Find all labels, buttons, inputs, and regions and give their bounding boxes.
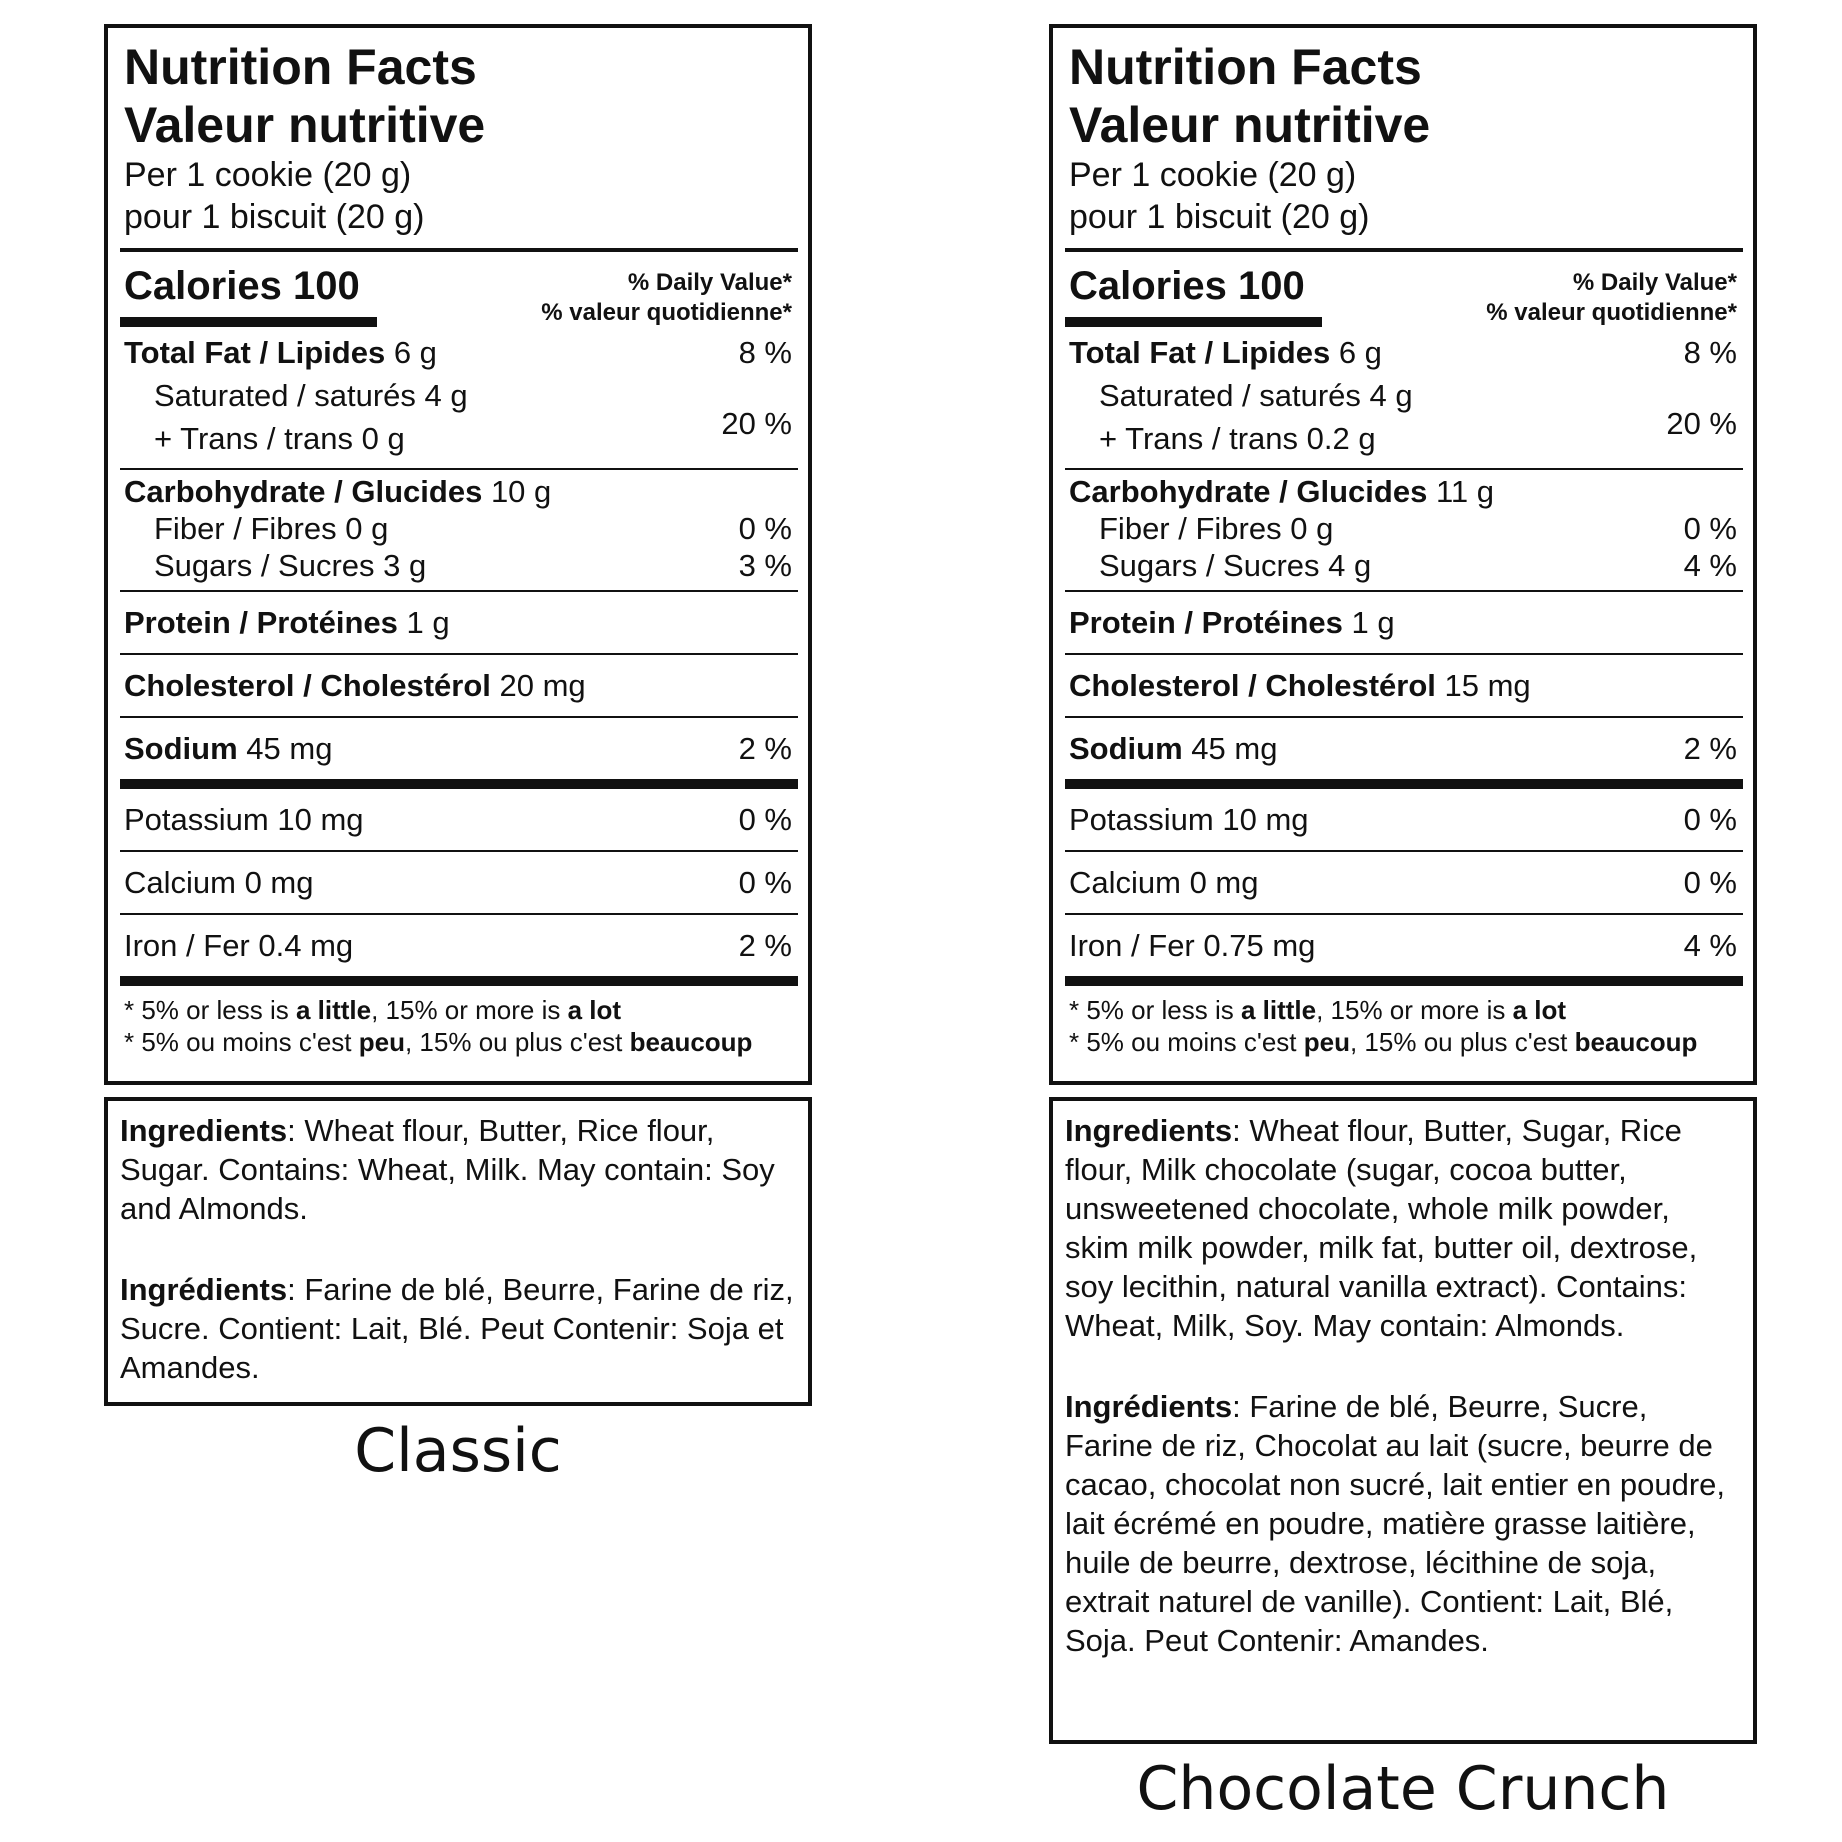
serving-size-en: Per 1 cookie (20 g): [124, 156, 412, 194]
saturated-row: [1065, 374, 1743, 417]
sat-trans-dv: 20 %: [1666, 406, 1737, 441]
potassium-amount: 10 mg: [1213, 802, 1309, 837]
total-fat-label: Total Fat / Lipides: [1069, 335, 1331, 370]
cholesterol-row: [1065, 655, 1743, 716]
calcium-group: [120, 852, 798, 915]
footnote-fr-bold-1: peu: [1303, 1027, 1350, 1057]
sugars-label: Sugars / Sucres: [1099, 548, 1320, 583]
iron-dv: 2 %: [738, 928, 792, 963]
potassium-row: [120, 789, 798, 850]
daily-value-fr: % valeur quotidienne*: [541, 299, 792, 326]
fiber-dv: 0 %: [738, 511, 792, 546]
sugars-amount: 3 g: [374, 548, 427, 583]
footnote-en-bold-2: a lot: [1512, 995, 1567, 1025]
carb-amount: 10 g: [482, 474, 552, 509]
sugars-dv: 4 %: [1683, 548, 1737, 583]
sat-trans-dv: 20 %: [721, 406, 792, 441]
carb-label: Carbohydrate / Glucides: [1069, 474, 1428, 509]
sodium-row: [1065, 718, 1743, 779]
footnote-en-text-1: * 5% or less is: [124, 995, 296, 1025]
title-fr: Valeur nutritive: [1069, 97, 1431, 153]
calcium-group: [1065, 852, 1743, 915]
sugars-dv: 3 %: [738, 548, 792, 583]
total-fat-amount: 6 g: [385, 335, 437, 370]
footnote-fr-text-1: * 5% ou moins c'est: [124, 1027, 359, 1057]
fiber-row: [1065, 510, 1743, 547]
iron-row: [1065, 915, 1743, 976]
sodium-label: Sodium: [124, 731, 238, 766]
product-name: Classic: [354, 1416, 562, 1486]
calcium-label: Calcium: [1069, 865, 1181, 900]
calories: Calories 100: [124, 264, 360, 308]
protein-group: [120, 592, 798, 655]
calcium-row: [1065, 852, 1743, 913]
classic-column: [104, 24, 812, 1486]
ingredients-box: [104, 1097, 812, 1406]
fat-group: [120, 331, 798, 470]
cholesterol-amount: 20 mg: [490, 668, 586, 703]
trans-row: [1065, 417, 1743, 460]
protein-row: [120, 592, 798, 653]
potassium-dv: 0 %: [1683, 802, 1737, 837]
calories-row: [120, 252, 798, 331]
ingredients-fr-label: Ingrédients: [120, 1272, 288, 1307]
daily-value-en: % Daily Value*: [627, 269, 792, 296]
product-name: Chocolate Crunch: [1136, 1754, 1670, 1824]
serving-size-en: Per 1 cookie (20 g): [1069, 156, 1357, 194]
potassium-amount: 10 mg: [268, 802, 364, 837]
fiber-amount: 0 g: [336, 511, 389, 546]
fiber-dv: 0 %: [1683, 511, 1737, 546]
iron-group: [120, 915, 798, 986]
protein-label: Protein / Protéines: [1069, 605, 1343, 640]
footnote-fr-text-2: , 15% ou plus c'est: [404, 1027, 630, 1057]
total-fat-row: [120, 331, 798, 374]
sugars-amount: 4 g: [1319, 548, 1372, 583]
sugars-row: [120, 547, 798, 584]
daily-value-header: [1486, 268, 1737, 328]
potassium-label: Potassium: [124, 802, 269, 837]
sodium-group: [120, 718, 798, 789]
fiber-label: Fiber / Fibres: [1099, 511, 1282, 546]
saturated-label: Saturated / saturés: [154, 378, 416, 413]
potassium-group: [120, 789, 798, 852]
iron-group: [1065, 915, 1743, 986]
ingredients-en: [120, 1111, 794, 1228]
trans-amount: 0.2 g: [1298, 421, 1376, 456]
protein-row: [1065, 592, 1743, 653]
total-fat-dv: 8 %: [738, 335, 792, 370]
trans-label: + Trans / trans: [154, 421, 354, 456]
carb-amount: 11 g: [1427, 474, 1494, 509]
saturated-label: Saturated / saturés: [1099, 378, 1361, 413]
ingredients-fr-text: : Farine de blé, Beurre, Farine de riz, Sucre. Contient: Lait, Blé. Peut Contenir: Soja et Amandes.: [120, 1272, 794, 1385]
footnote-en-text-2: , 15% or more is: [371, 995, 568, 1025]
nutrition-facts-table: [104, 24, 812, 1085]
protein-amount: 1 g: [397, 605, 450, 640]
calcium-amount: 0 mg: [1180, 865, 1259, 900]
footnote-fr-text-2: , 15% ou plus c'est: [1349, 1027, 1575, 1057]
calories-row: [1065, 252, 1743, 331]
calories: Calories 100: [1069, 264, 1305, 308]
cholesterol-label: Cholesterol / Cholestérol: [1069, 668, 1436, 703]
ingredients-fr-text: : Farine de blé, Beurre, Sucre, Farine de riz, Chocolat au lait (sucre, beurre de cacao, chocolat non sucré, lait entier en poudre, lait écrémé en poudre, matière grasse laitière, huile de beurre, dextrose, lécithine de soja, extrait naturel de vanille). Contient: Lait, Blé, Soja. Peut Contenir: Amandes.: [1065, 1389, 1726, 1658]
footnote-fr-bold-1: peu: [358, 1027, 405, 1057]
title-en: Nutrition Facts: [124, 39, 477, 95]
title-en: Nutrition Facts: [1069, 39, 1422, 95]
sodium-group: [1065, 718, 1743, 789]
iron-amount: 0.4 mg: [249, 928, 354, 963]
ingredients-en-label: Ingredients: [120, 1113, 288, 1148]
trans-amount: 0 g: [353, 421, 405, 456]
sugars-label: Sugars / Sucres: [154, 548, 375, 583]
title-fr: Valeur nutritive: [124, 97, 486, 153]
iron-dv: 4 %: [1683, 928, 1737, 963]
carb-group: [120, 470, 798, 592]
footnote-fr-text-1: * 5% ou moins c'est: [1069, 1027, 1304, 1057]
protein-label: Protein / Protéines: [124, 605, 398, 640]
serving-size-fr: pour 1 biscuit (20 g): [124, 198, 425, 236]
fiber-amount: 0 g: [1281, 511, 1334, 546]
footnote-fr-bold-2: beaucoup: [629, 1027, 753, 1057]
total-fat-row: [1065, 331, 1743, 374]
footnote-en-text-2: , 15% or more is: [1316, 995, 1513, 1025]
trans-row: [120, 417, 798, 460]
iron-row: [120, 915, 798, 976]
serving-size-fr: pour 1 biscuit (20 g): [1069, 198, 1370, 236]
sodium-dv: 2 %: [1683, 731, 1737, 766]
sodium-amount: 45 mg: [237, 731, 333, 766]
calories-bar: [120, 317, 377, 327]
ingredients-en-text: : Wheat flour, Butter, Rice flour, Sugar. Contains: Wheat, Milk. May contain: Soy and Almonds.: [120, 1113, 775, 1226]
footnote-en-bold-1: a little: [295, 995, 372, 1025]
carb-row: [120, 474, 798, 510]
calcium-dv: 0 %: [1683, 865, 1737, 900]
total-fat-label: Total Fat / Lipides: [124, 335, 386, 370]
cholesterol-group: [120, 655, 798, 718]
trans-label: + Trans / trans: [1099, 421, 1299, 456]
nutrition-facts-table: [1049, 24, 1757, 1085]
saturated-row: [120, 374, 798, 417]
ingredients-fr: [120, 1270, 794, 1387]
sodium-dv: 2 %: [738, 731, 792, 766]
sodium-row: [120, 718, 798, 779]
calcium-amount: 0 mg: [235, 865, 314, 900]
fiber-label: Fiber / Fibres: [154, 511, 337, 546]
sugars-row: [1065, 547, 1743, 584]
footnote: [120, 986, 798, 1058]
cholesterol-row: [120, 655, 798, 716]
ingredients-box: [1049, 1097, 1757, 1744]
daily-value-header: [541, 268, 792, 328]
cholesterol-label: Cholesterol / Cholestérol: [124, 668, 491, 703]
footnote-fr-bold-2: beaucoup: [1574, 1027, 1698, 1057]
ingredients-fr: [1065, 1387, 1739, 1660]
footnote: [1065, 986, 1743, 1058]
calcium-label: Calcium: [124, 865, 236, 900]
potassium-row: [1065, 789, 1743, 850]
potassium-group: [1065, 789, 1743, 852]
calcium-row: [120, 852, 798, 913]
saturated-amount: 4 g: [415, 378, 468, 413]
protein-amount: 1 g: [1342, 605, 1395, 640]
iron-label: Iron / Fer: [1069, 928, 1195, 963]
carb-label: Carbohydrate / Glucides: [124, 474, 483, 509]
ingredients-en-text: : Wheat flour, Butter, Sugar, Rice flour, Milk chocolate (sugar, cocoa butter, unsweetened chocolate, whole milk powder, skim milk powder, milk fat, butter oil, dextrose, soy lecithin, natural vanilla extract). Contains: Wheat, Milk, Soy. May contain: Almonds.: [1065, 1113, 1698, 1343]
potassium-label: Potassium: [1069, 802, 1214, 837]
footnote-en-bold-1: a little: [1240, 995, 1317, 1025]
saturated-amount: 4 g: [1360, 378, 1413, 413]
iron-amount: 0.75 mg: [1194, 928, 1316, 963]
protein-group: [1065, 592, 1743, 655]
total-fat-amount: 6 g: [1330, 335, 1382, 370]
chocolate-crunch-column: [1049, 24, 1757, 1824]
calories-bar: [1065, 317, 1322, 327]
iron-label: Iron / Fer: [124, 928, 250, 963]
fat-group: [1065, 331, 1743, 470]
ingredients-fr-label: Ingrédients: [1065, 1389, 1233, 1424]
footnote-en-bold-2: a lot: [567, 995, 622, 1025]
total-fat-dv: 8 %: [1683, 335, 1737, 370]
ingredients-en: [1065, 1111, 1739, 1345]
daily-value-fr: % valeur quotidienne*: [1486, 299, 1737, 326]
footnote-fr: [1069, 1026, 1743, 1058]
potassium-dv: 0 %: [738, 802, 792, 837]
calcium-dv: 0 %: [738, 865, 792, 900]
ingredients-en-label: Ingredients: [1065, 1113, 1233, 1148]
carb-group: [1065, 470, 1743, 592]
cholesterol-amount: 15 mg: [1435, 668, 1531, 703]
footnote-fr: [124, 1026, 798, 1058]
carb-row: [1065, 474, 1743, 510]
daily-value-en: % Daily Value*: [1572, 269, 1737, 296]
sodium-label: Sodium: [1069, 731, 1183, 766]
sodium-amount: 45 mg: [1182, 731, 1278, 766]
footnote-en-text-1: * 5% or less is: [1069, 995, 1241, 1025]
footnote-en: [124, 994, 798, 1026]
cholesterol-group: [1065, 655, 1743, 718]
footnote-en: [1069, 994, 1743, 1026]
fiber-row: [120, 510, 798, 547]
